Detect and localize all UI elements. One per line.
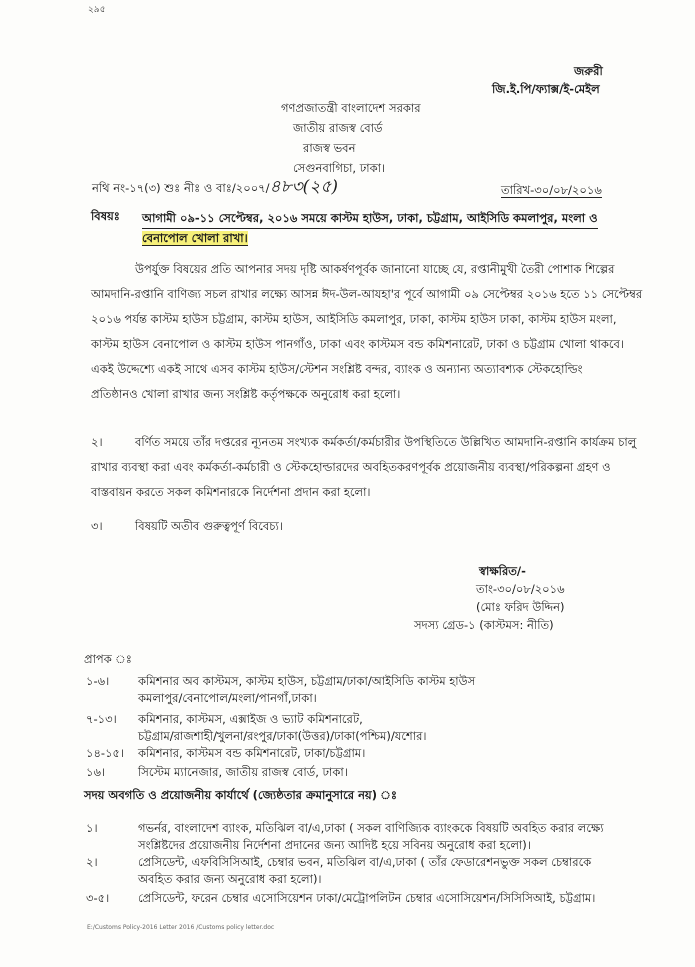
cc-line: সংশ্লিষ্টদের প্রয়োজনীয় নির্দেশনা প্রদানের জন্য আদিষ্ট হয়ে সবিনয় অনুরোধ করা হলো)।: [138, 838, 531, 852]
date: [501, 183, 602, 198]
cc-range: ১।: [86, 821, 98, 835]
file-number-row: [92, 177, 339, 197]
subject-line: আগামী ০৯-১১ সেপ্টেম্বর, ২০১৬ সময়ে কাস্টম হাউস, ঢাকা, চট্টগ্রাম, আইসিডি কমলাপুর, মংলা ও: [142, 209, 598, 229]
list-item: [86, 673, 475, 707]
footer-path: E:/Customs Policy-2016 Letter 2016 /Customs policy letter.doc: [87, 924, 275, 931]
subject: [142, 209, 598, 248]
cc-text: [138, 890, 595, 907]
signature-name: (মোঃ ফরিদ উদ্দিন): [476, 600, 565, 614]
paragraph-line: রাখার ব্যবস্থা করা এবং কর্মকর্তা-কর্মচারী ও স্টেকহোল্ডারদের অবহিতকরণপূর্বক প্রয়োজনীয় ব্যবস্থা/পরিকল্পনা গ্রহণ ও: [91, 460, 611, 474]
transmission-label: জি.ই.পি/ফ্যাক্স/ই-মেইল: [492, 82, 600, 96]
recipient-text: [138, 745, 365, 762]
recipient-range: ১৬।: [86, 765, 106, 779]
paragraph-line: উপর্যুক্ত বিষয়ের প্রতি আপনার সদয় দৃষ্টি আকর্ষণপূর্বক জানানো যাচ্ছে যে, রপ্তানীমুখী তৈরী পোশাক শিল্পের: [135, 262, 615, 276]
recipient-line: কমিশনার, কাস্টমস বন্ড কমিশনারেট, ঢাকা/চট্টগ্রাম।: [138, 746, 366, 760]
list-item: [86, 890, 604, 907]
signature-block: [414, 562, 565, 634]
page-number: ২৯৫: [88, 5, 106, 15]
recipient-line: চট্টগ্রাম/রাজশাহী/খুলনা/রংপুর/ঢাকা(উত্তর)/ঢাকা(পশ্চিম)/যশোর।: [138, 729, 427, 743]
list-item: [86, 820, 604, 854]
recipient-range: ৭-১৩।: [86, 712, 117, 726]
recipient-text: [138, 764, 348, 781]
subject-line: বেনাপোল খোলা রাখা।: [142, 231, 248, 245]
recipient-range: ১৪-১৫।: [86, 746, 125, 760]
cc-line: প্রেসিডেন্ট, এফবিসিসিআই, চেম্বার ভবন, মতিঝিল বা/এ,ঢাকা ( তাঁর ফেডারেশনভুক্ত সকল চেম্বারকে: [138, 855, 592, 869]
recipient-text: [138, 673, 475, 707]
paragraph-2: [91, 430, 637, 505]
office-header: [281, 98, 421, 178]
date-text: তারিখ-৩০/০৮/২০১৬: [501, 183, 602, 197]
list-item: [86, 854, 604, 888]
paragraph-3: বিষয়টি অতীব গুরুত্বপূর্ণ বিবেচ্য।: [135, 519, 283, 533]
header-govt: গণপ্রজাতন্ত্রী বাংলাদেশ সরকার: [281, 101, 421, 115]
urgency-label: জরুরী: [574, 64, 603, 78]
header-nbr: জাতীয় রাজস্ব বোর্ড: [293, 121, 383, 135]
paragraph-1: [91, 257, 643, 407]
subject-label: বিষয়ঃ: [91, 209, 120, 223]
cc-line: গভর্নর, বাংলাদেশ ব্যাংক, মতিঝিল বা/এ,ঢাকা ( সকল বাণিজ্যিক ব্যাংককে বিষয়টি অবহিত করার লক্ষ্যে: [138, 821, 604, 835]
paragraph-line: ২০১৬ পর্যন্ত কাস্টম হাউস চট্টগ্রাম, কাস্টম হাউস, আইসিডি কমলাপুর, ঢাকা, কাস্টম হাউস ঢাকা, কাস্টম হাউস মংলা,: [91, 312, 617, 326]
list-item: [86, 745, 475, 762]
file-number: নথি নং-১৭(৩) শুঃ নীঃ ও বাঃ/২০০৭/: [92, 181, 270, 195]
paragraph-line: আমদানি-রপ্তানি বাণিজ্য সচল রাখার লক্ষ্যে আসন্ন ঈদ-উল-আযহা'র পূর্বে আগামী ০৯ সেপ্টেম্বর ২০১৬ হতে ১১ সেপ্টেম্বর: [91, 287, 643, 301]
recipient-line: সিস্টেম ম্যানেজার, জাতীয় রাজস্ব বোর্ড, ঢাকা।: [138, 765, 348, 779]
recipient-line: কমলাপুর/বেনাপোল/মংলা/পানগাঁ,ঢাকা।: [138, 691, 317, 705]
paragraph-line: বাস্তবায়ন করতে সকল কমিশনারকে নির্দেশনা প্রদান করা হলো।: [91, 485, 371, 499]
paragraph-line: কাস্টম হাউস বেনাপোল ও কাস্টম হাউস পানগাঁও, ঢাকা এবং কাস্টমস বন্ড কমিশনারেট, ঢাকা ও চট্টগ্রাম খোলা থাকবে।: [91, 337, 625, 351]
recipient-line: কমিশনার, কাস্টমস, এক্সাইজ ও ভ্যাট কমিশনারেট,: [138, 712, 363, 726]
paragraph-3-number: ৩।: [91, 519, 103, 533]
paragraph-line: বর্ণিত সময়ে তাঁর দপ্তরের ন্যূনতম সংখ্যক কর্মকর্তা/কর্মচারীর উপস্থিতিতে উল্লিখিত আমদানি-রপ্তানি কার্যক্রম চালু: [135, 435, 637, 449]
paragraph-2-number: ২।: [91, 435, 103, 449]
signature-signed: স্বাক্ষরিত/-: [479, 564, 526, 578]
header-bhaban: রাজস্ব ভবন: [303, 141, 356, 155]
recipients-label: প্রাপক ঃ: [84, 652, 132, 666]
recipient-text: [138, 711, 427, 745]
cc-label: সদয় অবগতি ও প্রয়োজনীয় কার্যার্থে (জ্যেষ্ঠতার ক্রমানুসারে নয়) ঃ: [84, 788, 398, 802]
recipient-line: কমিশনার অব কাস্টমস, কাস্টম হাউস, চট্টগ্রাম/ঢাকা/আইসিডি কাস্টম হাউস: [138, 674, 476, 688]
paragraph-line: প্রতিষ্ঠানও খোলা রাখার জন্য সংশ্লিষ্ট কর্তৃপক্ষকে অনুরোধ করা হলো।: [91, 387, 401, 401]
cc-line: প্রেসিডেন্ট, ফরেন চেম্বার এসোসিয়েশন ঢাকা/মেট্রোপলিটন চেম্বার এসোসিয়েশন/সিসিসিআই, চট্টগ্রাম।: [138, 891, 596, 905]
signature-designation: সদস্য গ্রেড-১ (কাস্টমস: নীতি): [414, 618, 554, 632]
cc-range: ২।: [86, 855, 98, 869]
header-address: সেগুনবাগিচা, ঢাকা।: [293, 161, 386, 175]
paragraph-line: একই উদ্দেশ্যে একই সাথে এসব কাস্টম হাউস/স্টেশন সংশ্লিষ্ট বন্দর, ব্যাংক ও অন্যান্য অত্যাবশ্যক স্টেকহোল্ডিং: [91, 362, 583, 376]
signature-date: তাং-৩০/০৮/২০১৬: [476, 582, 565, 596]
recipients-list: [86, 673, 475, 781]
cc-text: [138, 820, 604, 854]
cc-line: অবহিত করার জন্য অনুরোধ করা হলো)।: [138, 872, 322, 886]
cc-text: [138, 854, 591, 888]
file-number-handwritten: ৪৮৩(২৫): [269, 177, 339, 197]
cc-list: [86, 820, 604, 907]
cc-range: ৩-৫।: [86, 891, 110, 905]
recipient-range: ১-৬।: [86, 674, 110, 688]
list-item: [86, 711, 475, 745]
list-item: [86, 764, 475, 781]
